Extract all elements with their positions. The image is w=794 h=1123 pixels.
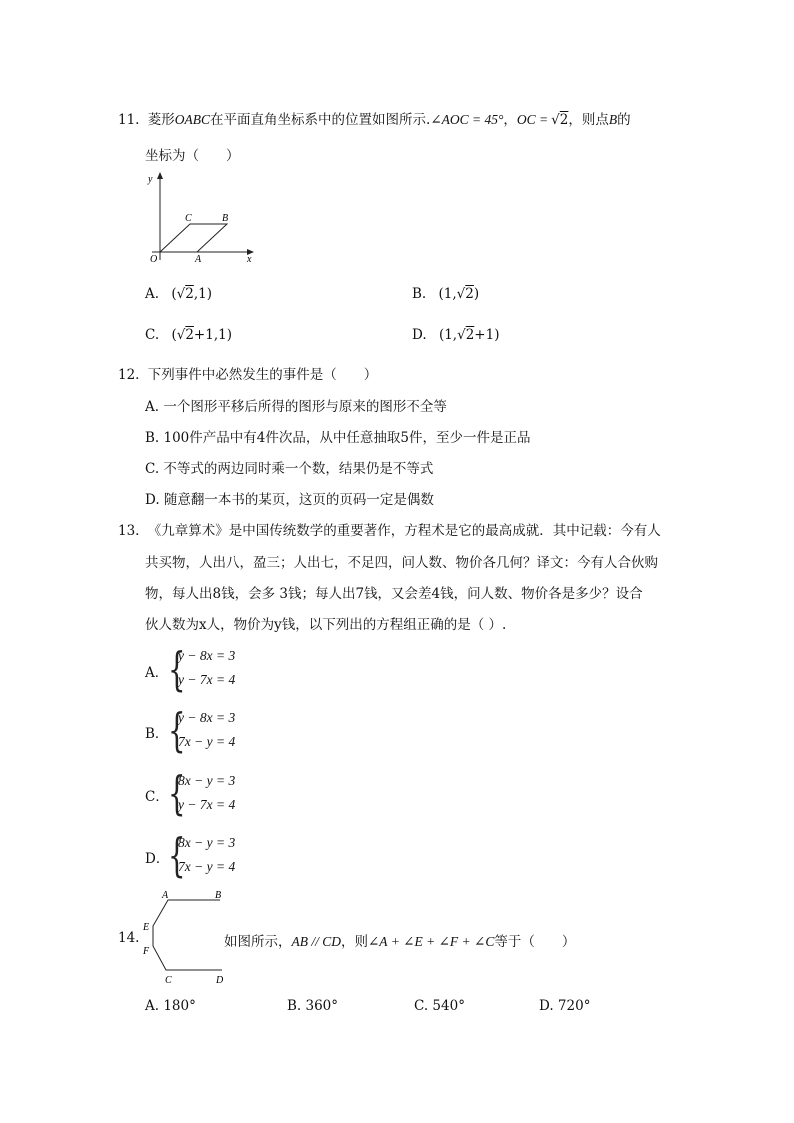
sqrt-sign: √ <box>551 112 560 128</box>
q11-stem-line2: 坐标为（ ） <box>145 148 240 164</box>
point-label-b: B <box>222 213 229 224</box>
point-label-e: E <box>143 922 150 933</box>
q11-option-c[interactable]: C. (√2+1,1) <box>145 327 232 343</box>
point-label-f: F <box>143 946 150 957</box>
question-number: 11. <box>118 112 140 128</box>
point-label-d: D <box>216 975 224 986</box>
brace-icon: { <box>168 642 186 696</box>
option-label: C． <box>145 789 169 805</box>
rhombus-coordinate-figure <box>140 168 260 268</box>
sqrt-sign: √ <box>176 286 186 302</box>
option-label: D． <box>145 851 170 867</box>
point-label-b: B <box>215 890 222 901</box>
option-label: B． <box>145 726 169 742</box>
q12-option-c[interactable]: C. 不等式的两边同时乘一个数，结果仍是不等式 <box>145 461 434 477</box>
equation-1: y − 8x = 3 <box>178 648 236 663</box>
equation-2: y − 7x = 4 <box>178 797 236 812</box>
q13-stem-line3: 物，每人出8钱，会多 3钱；每人出7钱，又会差4钱，问人数、物价各是多少？设合 <box>145 586 643 602</box>
question-number: 12. <box>118 367 140 383</box>
parallel-lines-figure <box>138 888 238 988</box>
sqrt-sign: √ <box>176 327 186 343</box>
q14-option-b[interactable]: B. 360° <box>287 998 339 1014</box>
q13-stem-line4: 伙人数为x人，物价为y钱，以下列出的方程组正确的是（ ）. <box>145 617 507 633</box>
point-label-c: C <box>185 213 192 224</box>
q13-stem-line1: 13. 《九章算术》是中国传统数学的重要著作，方程术是它的最高成就．其中记载：今有人 <box>118 523 661 539</box>
q13-stem-line2: 共买物，人出八，盈三；人出七，不足四，问人数、物价各几何？译文：今有人合伙购 <box>145 555 658 571</box>
brace-icon: { <box>168 766 186 820</box>
point-label-a: A <box>162 890 169 901</box>
equation-2: y − 7x = 4 <box>178 672 236 687</box>
option-label: A． <box>145 665 169 681</box>
q11-option-d[interactable]: D. (1,√2+1) <box>412 327 500 343</box>
sqrt-sign: √ <box>457 327 466 343</box>
brace-icon: { <box>168 828 186 882</box>
q11-option-b[interactable]: B. (1,√2) <box>412 286 480 302</box>
q14-option-c[interactable]: C. 540° <box>414 998 465 1014</box>
equation-1: 8x − y = 3 <box>178 835 236 850</box>
question-number: 13. <box>118 523 140 539</box>
point-label-c: C <box>165 975 172 986</box>
point-label-o: O <box>150 254 158 265</box>
sqrt-sign: √ <box>456 286 466 302</box>
q12-option-d[interactable]: D. 随意翻一本书的某页，这页的页码一定是偶数 <box>145 492 434 508</box>
q12-option-b[interactable]: B. 100件产品中有4件次品，从中任意抽取5件，至少一件是正品 <box>145 430 531 446</box>
q14-option-d[interactable]: D. 720° <box>539 998 591 1014</box>
q11-option-a[interactable]: A. (√2,1) <box>145 286 212 302</box>
equation-1: 8x − y = 3 <box>178 773 236 788</box>
q14-stem: 如图所示，AB // CD，则∠A + ∠E + ∠F + ∠C等于（ ） <box>224 934 576 950</box>
point-label-a: A <box>195 254 202 265</box>
q12-stem: 12. 下列事件中必然发生的事件是（ ） <box>118 367 378 383</box>
q14-option-a[interactable]: A. 180° <box>145 998 196 1014</box>
equation-1: y − 8x = 3 <box>178 710 236 725</box>
axis-label-y: y <box>148 174 153 185</box>
q12-option-a[interactable]: A. 一个图形平移后所得的图形与原来的图形不全等 <box>145 399 447 415</box>
question-number: 14. <box>118 930 140 946</box>
q11-stem: 11. 菱形OABC在平面直角坐标系中的位置如图所示.∠AOC = 45°，OC = √2，则点B的 <box>118 112 631 128</box>
equation-2: 7x − y = 4 <box>178 734 236 749</box>
equation-2: 7x − y = 4 <box>178 859 236 874</box>
axis-label-x: x <box>247 254 252 265</box>
brace-icon: { <box>168 703 186 757</box>
